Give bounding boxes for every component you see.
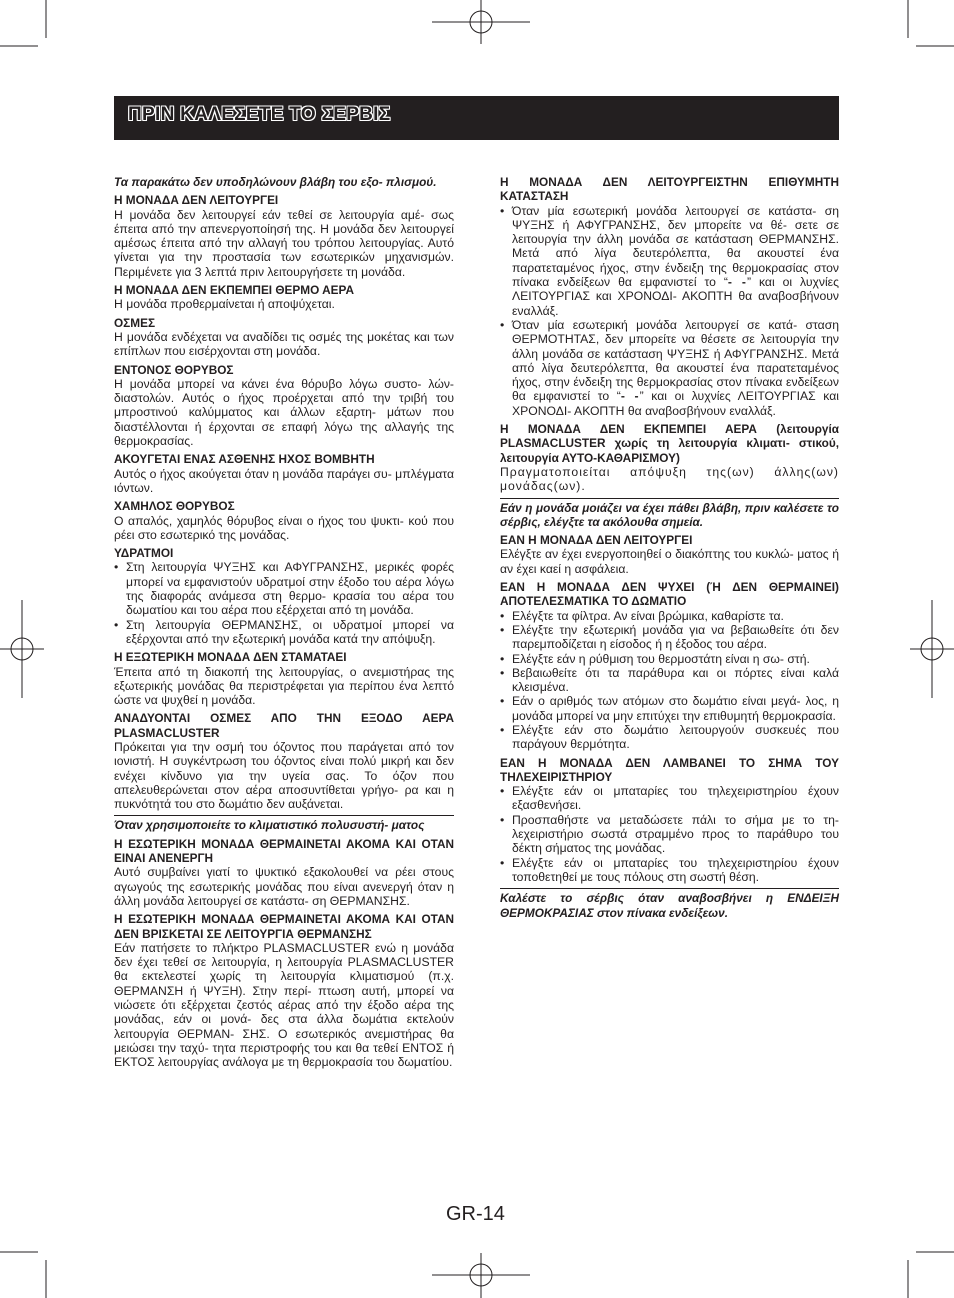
list-item: • Ελέγξτε τα φίλτρα. Αν είναι βρώμικα, καθαρίστε τα. [500,609,839,623]
bullet-list [114,560,454,646]
heading-if-not-working: ΕΑΝ Η ΜΟΝΑΔΑ ΔΕΝ ΛΕΙΤΟΥΡΓΕΙ [500,533,693,548]
intro-note: Τα παρακάτω δεν υποδηλώνουν βλάβη του εξο- πλισμού. [114,175,437,189]
heading-plasmacluster-odour: ΑΝΑΔΥΟΝΤΑΙ ΟΣΜΕΣ ΑΠΟ ΤΗΝ ΕΞΟΔΟ ΑΕΡΑ PLASMACLUSTER [114,711,454,740]
heading-buzzing: ΑΚΟΥΓΕΤΑΙ ΕΝΑΣ ΑΣΘΕΝΗΣ ΗΧΟΣ ΒΟΜΒΗΤΗ [114,452,375,467]
heading-unit-not-working: Η ΜΟΝΑΔΑ ΔΕΝ ΛΕΙΤΟΥΡΓΕΙ [114,193,279,208]
multi-system-note: Όταν χρησιμοποιείτε το κλιματιστικό πολυσυστή- ματος [114,818,425,833]
list-item: • Ελέγξτε εάν οι μπαταρίες του τηλεχειριστηρίου έχουν εξασθενήσει. [500,784,839,813]
heading-low-noise: ΧΑΜΗΛΟΣ ΘΟΡΥΒΟΣ [114,499,235,514]
heading-wrong-mode: Η ΜΟΝΑΔΑ ΔΕΝ ΛΕΙΤΟΥΡΓΕΙΣΤΗΝ ΕΠΙΘΥΜΗΤΗ ΚΑΤΑΣΤΑΣΗ [500,175,839,204]
heading-outdoor-unit: Η ΕΞΩΤΕΡΙΚΗ ΜΟΝΑΔΑ ΔΕΝ ΣΤΑΜΑΤΑΕΙ [114,650,347,665]
paragraph: Η μονάδα δεν λειτουργεί εάν τεθεί σε λειτουργία αμέ- σως έπειτα από την απενεργοποίησή της. Η μονάδα δεν λειτουργεί αμέσως έπειτα από την αλλαγή του τρόπου λειτουργίας. Αυτό γίνεται για την προστασία των εσωτερικών μηχανισμών. Περιμένετε για 3 λεπτά πριν λειτουργήσετε τη μονάδα. [114,207,454,279]
left-column [114,175,454,1070]
dash-display-icon: - - [620,389,640,404]
paragraph: Αυτός ο ήχος ακούγεται όταν η μονάδα παράγει συ- μπλέγματα ιόντων. [114,466,454,495]
bullet-list [500,784,839,884]
heading-no-remote-signal: ΕΑΝ Η ΜΟΝΑΔΑ ΔΕΝ ΛΑΜΒΑΝΕΙ ΤΟ ΣΗΜΑ ΤΟΥ ΤΗΛΕΧΕΙΡΙΣΤΗΡΙΟΥ [500,755,839,784]
list-item: • Στη λειτουργία ΨΥΞΗΣ και ΑΦΥΓΡΑΝΣΗΣ, μερικές φορές μπορεί να εμφανιστούν υδρατμοί στην έξοδο του αέρα λόγω της διαφοράς ανάμεσα στη θερμο- κρασία του αέρα του δωματίου και του αέρα που εξέρχεται από τη μονάδα. [114,560,454,617]
heading-no-air: Η ΜΟΝΑΔΑ ΔΕΝ ΕΚΠΕΜΠΕΙ ΑΕΡΑ (λειτουργία PLASMACLUSTER χωρίς τη λειτουργία κλιματι- στικού, λειτουργία ΑΥΤΟ-ΚΑΘΑΡΙΣΜΟΥ) [500,422,839,465]
right-column [500,175,839,920]
section-header [114,96,839,140]
bullet-list [500,609,839,752]
paragraph: Ο απαλός, χαμηλός θόρυβος είναι ο ήχος του ψυκτι- κού που ρέει στο εσωτερικό της μονάδας. [114,513,454,542]
checklist-note: Εάν η μονάδα μοιάζει να έχει πάθει βλάβη, πριν καλέσετε το σέρβις, ελέγξτε τα ακόλουθα σημεία. [500,500,839,529]
paragraph: Ελέγξτε αν έχει ενεργοποιηθεί ο διακόπτης του κυκλώ- ματος ή αν έχει καεί η ασφάλεια. [500,547,839,576]
paragraph: Η μονάδα προθερμαίνεται ή αποψύχεται. [114,297,335,312]
heading-odours: ΟΣΜΕΣ [114,315,156,330]
paragraph: Πρόκειται για την οσμή του όζοντος που παράγεται από τον ιονιστή. Η συγκέντρωση του όζοντος είναι πολύ μικρή και δεν ενέχει κίνδυνο για την υγεία σας. Το όζον που απελευθερώνεται στον αέρα αποσυντίθεται γρήγο- ρα και η πυκνότητά του στο δωμάτιο δεν αυξάνεται. [114,739,454,812]
page-title: ΠΡΙΝ ΚΑΛΕΣΕΤΕ ΤΟ ΣΕΡΒΙΣ [128,104,391,125]
heading-not-cooling: ΕΑΝ Η ΜΟΝΑΔΑ ΔΕΝ ΨΥΧΕΙ (Ή ΔΕΝ ΘΕΡΜΑΙΝΕΙ) ΑΠΟΤΕΛΕΣΜΑΤΙΚΑ ΤΟ ΔΩΜΑΤΙΟ [500,580,839,609]
list-item: • Όταν μία εσωτερική μονάδα λειτουργεί σε κατά- σταση ΘΕΡΜΟΤΗΤΑΣ, δεν μπορείτε να θέσετε σε λειτουργία την άλλη μονάδα σε κατάσταση ΨΥΞΗΣ ή ΑΦΥΓΡΑΝΣΗΣ. Μετά από λίγα δευτερόλεπτα, θα ακουστεί ένα παρατεταμένος ήχος, στην ένδειξη της θερμοκρασίας στον πίνακα ενδείξεων θα εμφανιστεί το “- -” και οι λυχνίες ΛΕΙΤΟΥΡΓΙΑΣ και ΧΡΟΝΟΔΙ- ΑΚΟΠΤΗ θα αναβοσβήνουν εναλλάξ. [500,318,839,418]
heading-indoor-warm-not-heating: Η ΕΣΩΤΕΡΙΚΗ ΜΟΝΑΔΑ ΘΕΡΜΑΙΝΕΤΑΙ ΑΚΟΜΑ ΚΑΙ ΟΤΑΝ ΔΕΝ ΒΡΙΣΚΕΤΑΙ ΣΕ ΛΕΙΤΟΥΡΓΙΑ ΘΕΡΜΑΝΣΗΣ [114,912,454,941]
final-note: Καλέστε το σέρβις όταν αναβοσβήνει η ΕΝΔΕΙΞΗ ΘΕΡΜΟΚΡΑΣΙΑΣ στον πίνακα ενδείξεων. [500,891,839,920]
heading-vapour: ΥΔΡΑΤΜΟΙ [114,546,174,561]
list-item: • Εάν ο αριθμός των ατόμων στο δωμάτιο είναι μεγά- λος, η μονάδα μπορεί να μην επιτύχει την επιθυμητή θερμοκρασία. [500,694,839,723]
divider [114,815,454,816]
paragraph: Έπειτα από τη διακοπή της λειτουργίας, ο ανεμιστήρας της εξωτερικής μονάδας θα περιστρέφεται για περίπου ένα λεπτό ώστε να ψυχθεί η μονάδα. [114,664,454,708]
divider [500,498,839,499]
paragraph: Πραγματοποιείται απόψυξη της(ων) άλλης(ων) μονάδας(ων). [500,464,839,494]
divider [500,888,839,889]
bullet-list [500,204,839,418]
heading-loud-noise: ΕΝΤΟΝΟΣ ΘΟΡΥΒΟΣ [114,362,234,377]
list-item: • Προσπαθήστε να μεταδώσετε πάλι το σήμα με το τη- λεχειριστήριο σωστά στραμμένο προς το παράθυρο του δέκτη σήματος της μονάδας. [500,813,839,856]
list-item: • Βεβαιωθείτε ότι τα παράθυρα και οι πόρτες είναι καλά κλεισμένα. [500,666,839,695]
dash-display-icon: - - [727,275,747,290]
list-item: • Στη λειτουργία ΘΕΡΜΑΝΣΗΣ, οι υδρατμοί μπορεί να εξέρχονται από την εξωτερική μονάδα κατά την απόψυξη. [114,618,454,647]
page-number: GR-14 [446,1203,505,1225]
list-item: • Ελέγξτε εάν οι μπαταρίες του τηλεχειριστηρίου έχουν τοποθετηθεί με τους πόλους στη σωστή θέση. [500,856,839,885]
heading-indoor-warm-idle: Η ΕΣΩΤΕΡΙΚΗ ΜΟΝΑΔΑ ΘΕΡΜΑΙΝΕΤΑΙ ΑΚΟΜΑ ΚΑΙ ΟΤΑΝ ΕΙΝΑΙ ΑΝΕΝΕΡΓΗ [114,836,454,866]
list-item: • Όταν μία εσωτερική μονάδα λειτουργεί σε κατάστα- ση ΨΥΞΗΣ ή ΑΦΥΓΡΑΝΣΗΣ, δεν μπορείτε να θέ- σετε σε λειτουργία την άλλη μονάδα σε κατάσταση ΘΕΡΜΑΝΣΗΣ. Μετά από λίγα δευτερόλεπτα, θα ακουστεί ένα παρατεταμένος ήχος, στην ένδειξη της θερμοκρασίας στον πίνακα ενδείξεων θα εμφανιστεί το “- -” και οι λυχνίες ΛΕΙΤΟΥΡΓΙΑΣ και ΧΡΟΝΟΔΙ- ΑΚΟΠΤΗ θα αναβοσβήνουν εναλλάξ. [500,204,839,318]
paragraph: Εάν πατήσετε το πλήκτρο PLASMACLUSTER ενώ η μονάδα δεν έχει τεθεί σε λειτουργία, η λειτουργία PLASMACLUSTER θα εκτελεστεί χωρίς τη λειτουργία κλιματισμού (π.χ. ΘΕΡΜΑΝΣΗ ή ΨΥΞΗ). Στην περί- πτωση αυτή, μπορεί να νιώσετε ότι εξέρχεται ζεστός αέρας από την έξοδο αέρα της μονάδας, εάν οι μονά- δες στα άλλα δωμάτια εκτελούν λειτουργία ΘΕΡΜΑΝ- ΣΗΣ. Ο εσωτερικός ανεμιστήρας θα μειώσει την ταχύ- τητα περιστροφής του και θα τεθεί ΕΝΤΟΣ ή ΕΚΤΟΣ λειτουργίας ανάλογα με τη θερμοκρασία του δωματίου. [114,940,454,1070]
list-item: • Ελέγξτε εάν η ρύθμιση του θερμοστάτη είναι η σω- στή. [500,652,839,666]
paragraph: Αυτό συμβαίνει γιατί το ψυκτικό εξακολουθεί να ρέει στους αγωγούς της εσωτερικής μονάδας που είναι ανενεργή όταν η άλλη μονάδα λειτουργεί σε κατάστα- ση ΘΕΡΜΑΝΣΗΣ. [114,865,454,908]
heading-no-warm-air: Η ΜΟΝΑΔΑ ΔΕΝ ΕΚΠΕΜΠΕΙ ΘΕΡΜΟ ΑΕΡΑ [114,283,355,298]
paragraph: Η μονάδα μπορεί να κάνει ένα θόρυβο λόγω συστο- λών-διαστολών. Αυτός ο ήχος προέρχεται από την τριβή του μπροστινού καλύμματος και άλλων εξαρτη- μάτων που διαστέλλονται ή έρχονται σε επαφή λόγω της αλλαγής της θερμοκρασίας. [114,376,454,449]
list-item: • Ελέγξτε την εξωτερική μονάδα για να βεβαιωθείτε ότι δεν παρεμποδίζεται η είσοδος ή η έξοδος του αέρα. [500,623,839,652]
list-item: • Ελέγξτε εάν στο δωμάτιο λειτουργούν συσκευές που παράγουν θερμότητα. [500,723,839,752]
paragraph: Η μονάδα ενδέχεται να αναδίδει τις οσμές της μοκέτας και των επίπλων που εισέρχονται στη μονάδα. [114,329,454,359]
